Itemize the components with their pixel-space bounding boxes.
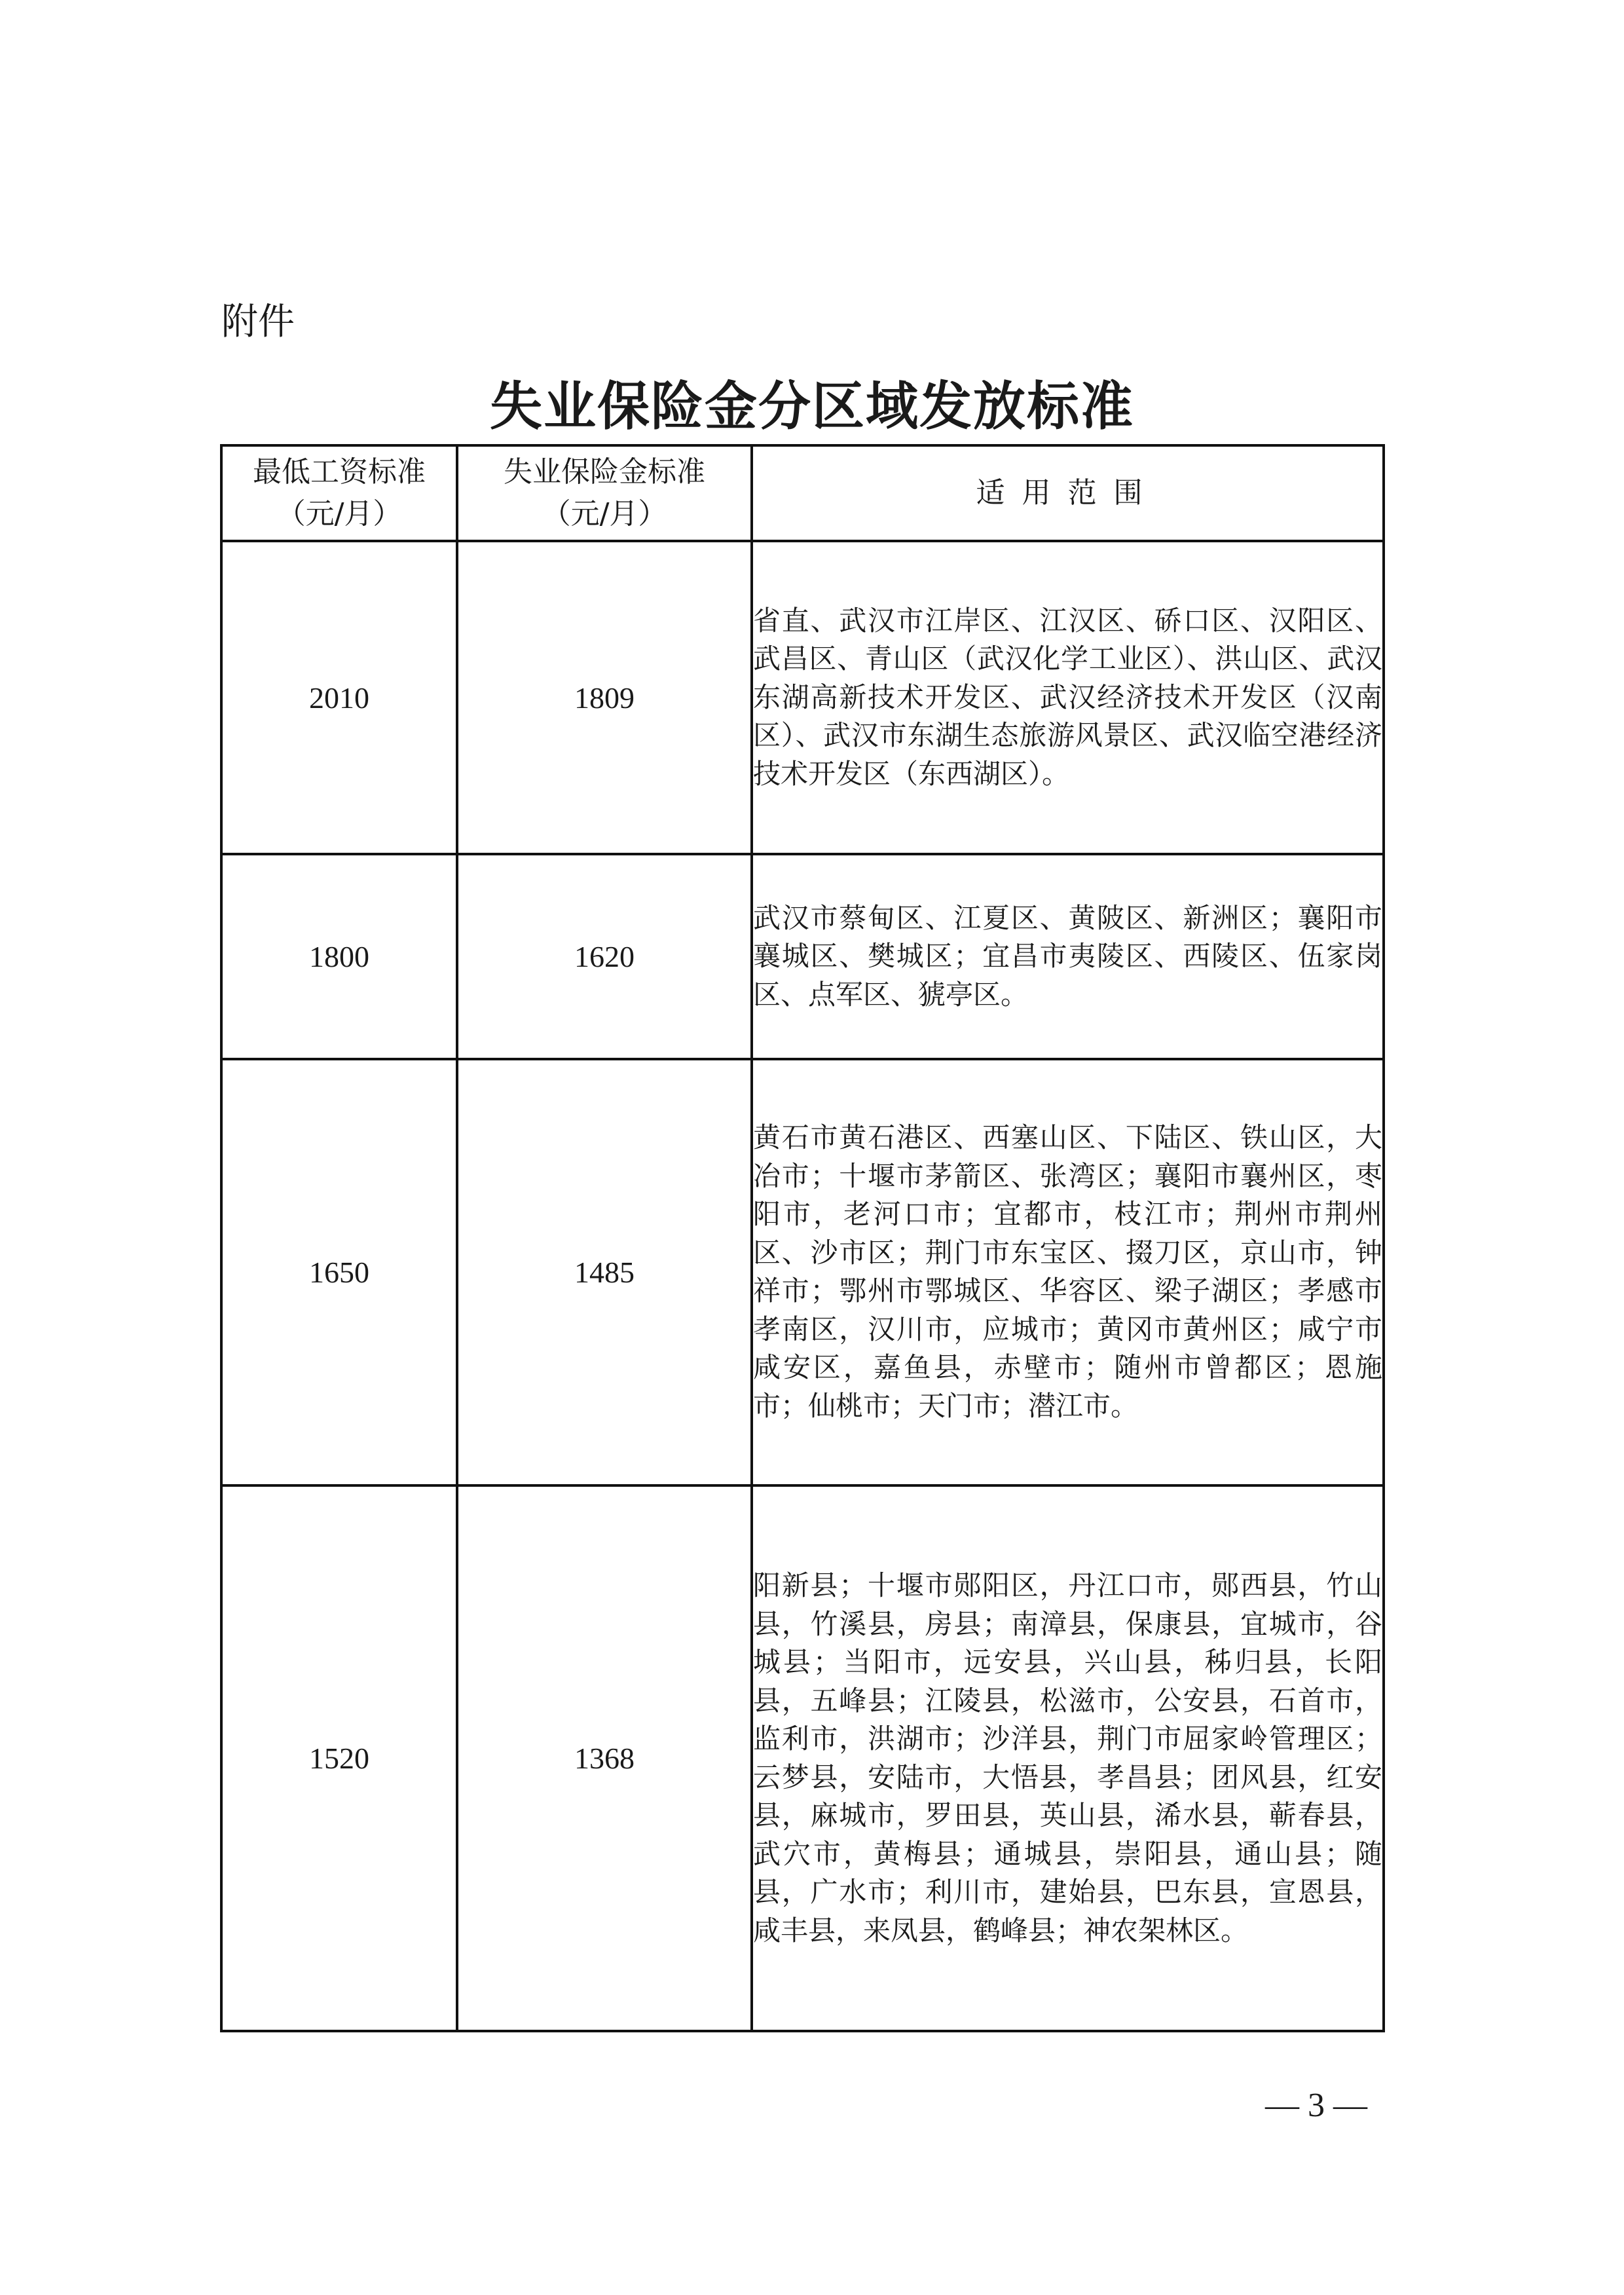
header-scope: 适用范围 (752, 445, 1384, 541)
min-wage-cell: 2010 (221, 541, 457, 854)
benefit-cell: 1368 (457, 1485, 752, 2031)
table-row (221, 1059, 1384, 1485)
header-min-wage-label: 最低工资标准 (253, 455, 426, 489)
regions-cell: 黄石市黄石港区、西塞山区、下陆区、铁山区，大冶市；十堰市茅箭区、张湾区；襄阳市襄州区，枣阳市，老河口市；宜都市，枝江市；荆州市荆州区、沙市区；荆门市东宝区、掇刀区，京山市，钟祥市；鄂州市鄂城区、华容区、梁子湖区；孝感市孝南区，汉川市，应城市；黄冈市黄州区；咸宁市咸安区，嘉鱼县，赤壁市；随州市曾都区；恩施市；仙桃市；天门市；潜江市。 (752, 1059, 1384, 1485)
benefit-cell: 1620 (457, 854, 752, 1059)
min-wage-cell: 1650 (221, 1059, 457, 1485)
min-wage-cell: 1800 (221, 854, 457, 1059)
regions-cell: 阳新县；十堰市郧阳区，丹江口市，郧西县，竹山县，竹溪县，房县；南漳县，保康县，宜城市，谷城县；当阳市，远安县，兴山县，秭归县，长阳县，五峰县；江陵县，松滋市，公安县，石首市，监利市，洪湖市；沙洋县，荆门市屈家岭管理区；云梦县，安陆市，大悟县，孝昌县；团风县，红安县，麻城市，罗田县，英山县，浠水县，蕲春县，武穴市，黄梅县；通城县，崇阳县，通山县；随县，广水市；利川市，建始县，巴东县，宣恩县，咸丰县，来凤县，鹤峰县；神农架林区。 (752, 1485, 1384, 2031)
document-title: 失业保险金分区域发放标准 (490, 375, 1134, 437)
header-min-wage-unit: （元/月） (276, 497, 402, 531)
header-min-wage (221, 445, 457, 541)
table-row (221, 854, 1384, 1059)
attachment-label: 附件 (221, 301, 295, 343)
header-benefit-unit: （元/月） (542, 497, 667, 531)
benefit-cell: 1485 (457, 1059, 752, 1485)
regions-cell: 省直、武汉市江岸区、江汉区、硚口区、汉阳区、武昌区、青山区（武汉化学工业区）、洪山区、武汉东湖高新技术开发区、武汉经济技术开发区（汉南区）、武汉市东湖生态旅游风景区、武汉临空港经济技术开发区（东西湖区）。 (752, 541, 1384, 854)
min-wage-cell: 1520 (221, 1485, 457, 2031)
header-benefit (457, 445, 752, 541)
table-row (221, 541, 1384, 854)
regions-cell: 武汉市蔡甸区、江夏区、黄陂区、新洲区；襄阳市襄城区、樊城区；宜昌市夷陵区、西陵区、伍家岗区、点军区、猇亭区。 (752, 854, 1384, 1059)
page-number: — 3 — (1265, 2087, 1367, 2124)
benefit-cell: 1809 (457, 541, 752, 854)
header-benefit-label: 失业保险金标准 (504, 455, 705, 489)
benefit-standards-table (220, 444, 1385, 2032)
table-header-row (221, 445, 1384, 541)
table-row (221, 1485, 1384, 2031)
